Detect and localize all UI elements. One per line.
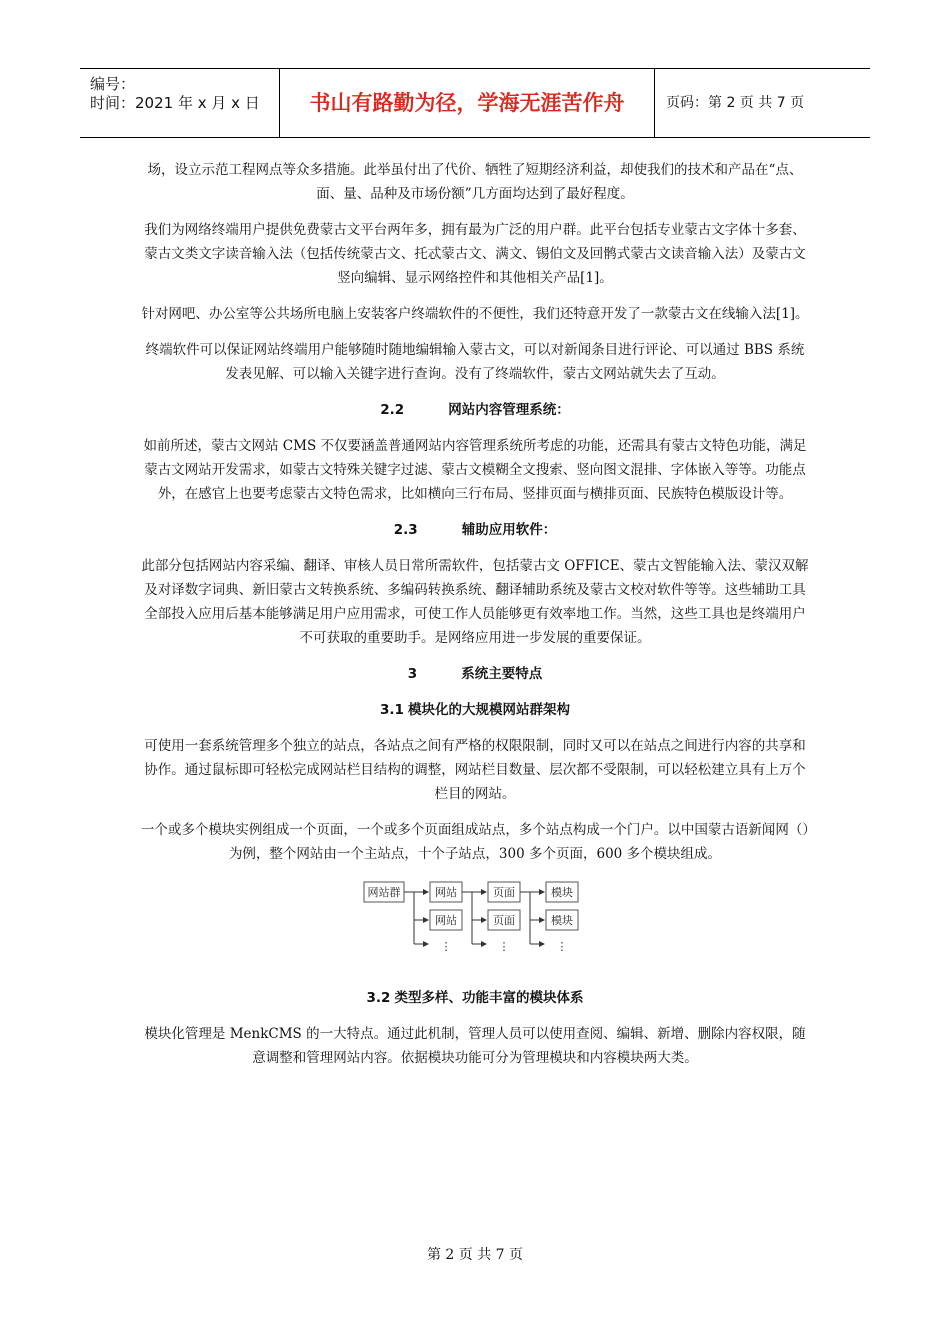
heading-title: 系统主要特点 [461,666,543,682]
page-label: 页面 [493,914,515,927]
more-modules: ⋮ [556,940,568,953]
paragraph-4: 终端软件可以保证网站终端用户能够随时随地编辑输入蒙古文，可以对新闻条目进行评论、可以通过 BBS 系统发表见解、可以输入关键字进行查询。没有了终端软件，蒙古文网站就失去了互动。 [145,342,805,382]
root-label: 网站群 [367,886,401,899]
site-structure-diagram [360,878,590,958]
page-header [80,68,870,138]
page-label: 页面 [493,886,515,899]
number-label: 编号： [90,75,136,93]
header-motto: 书山有路勤为径，学海无涯苦作舟 [280,69,655,137]
header-meta [80,69,280,137]
site-label: 网站 [435,886,457,899]
paragraph-5: 如前所述，蒙古文网站 CMS 不仅要涵盖普通网站内容管理系统所考虑的功能，还需具有蒙古文特色功能，满足蒙古文网站开发需求，如蒙古文特殊关键字过滤、蒙古文模糊全文搜索、竖向图文混排、字体嵌入等等。功能点外，在感官上也要考虑蒙古文特色需求，比如横向三行布局、竖排页面与横排页面、民族特色模版设计等。 [143,438,807,502]
paragraph-3: 针对网吧、办公室等公共场所电脑上安装客户终端软件的不便性，我们还特意开发了一款蒙古文在线输入法[1]。 [141,306,809,322]
header-page-label: 页码：第 2 页 共 7 页 [666,95,805,111]
heading-title: 网站内容管理系统： [448,402,570,418]
more-pages: ⋮ [498,940,510,953]
heading-3 [140,662,810,686]
heading-number: 3 [407,666,418,682]
page-footer: 第 2 页 共 7 页 [426,1247,524,1263]
document-body [140,158,810,1082]
heading-title: 辅助应用软件： [461,522,557,538]
heading-3-2 [140,986,810,1010]
module-label: 模块 [551,914,573,927]
more-sites: ⋮ [440,940,452,953]
module-label: 模块 [551,886,573,899]
heading-number: 2.3 [393,522,418,538]
paragraph-1: 场，设立示范工程网点等众多措施。此举虽付出了代价、牺牲了短期经济利益，却使我们的技术和产品在“点、面、量、品种及市场份额”几方面均达到了最好程度。 [147,162,803,202]
paragraph-6: 此部分包括网站内容采编、翻译、审核人员日常所需软件，包括蒙古文 OFFICE、蒙古文智能输入法、蒙汉双解及对译数字词典、新旧蒙古文转换系统、多编码转换系统、翻译辅助系统及蒙古文校对软件等等。这些辅助工具全部投入应用后基本能够满足用户应用需求，可使工作人员能够更有效率地工作。当然，这些工具也是终端用户不可获取的重要助手。是网络应用进一步发展的重要保证。 [141,558,809,646]
paragraph-7: 可使用一套系统管理多个独立的站点，各站点之间有严格的权限限制，同时又可以在站点之间进行内容的共享和协作。通过鼠标即可轻松完成网站栏目结构的调整，网站栏目数量、层次都不受限制，可以轻松建立具有上万个栏目的网站。 [144,738,806,802]
heading-title: 类型多样、功能丰富的模块体系 [394,990,584,1006]
heading-number: 3.1 [380,702,404,718]
paragraph-2: 我们为网络终端用户提供免费蒙古文平台两年多，拥有最为广泛的用户群。此平台包括专业蒙古文字体十多套、蒙古文类文字读音输入法（包括传统蒙古文、托忒蒙古文、满文、锡伯文及回鹘式蒙古文读音输入法）及蒙古文竖向编辑、显示网络控件和其他相关产品[1]。 [144,222,806,286]
connectors [404,892,544,944]
time-label: 时间：2021 年 x 月 x 日 [90,94,260,112]
heading-2-2 [140,398,810,422]
heading-2-3 [140,518,810,542]
heading-number: 3.2 [366,990,391,1006]
heading-title: 模块化的大规模网站群架构 [407,702,570,718]
site-label: 网站 [435,914,457,927]
paragraph-9: 模块化管理是 MenkCMS 的一大特点。通过此机制，管理人员可以使用查阅、编辑、新增、删除内容权限，随意调整和管理网站内容。依据模块功能可分为管理模块和内容模块两大类。 [144,1026,806,1066]
heading-number: 2.2 [380,402,405,418]
paragraph-8: 一个或多个模块实例组成一个页面，一个或多个页面组成站点，多个站点构成一个门户。以中国蒙古语新闻网（）为例，整个网站由一个主站点，十个子站点，300 多个页面，600 多个模块组成。 [140,822,810,862]
heading-3-1 [140,698,810,722]
